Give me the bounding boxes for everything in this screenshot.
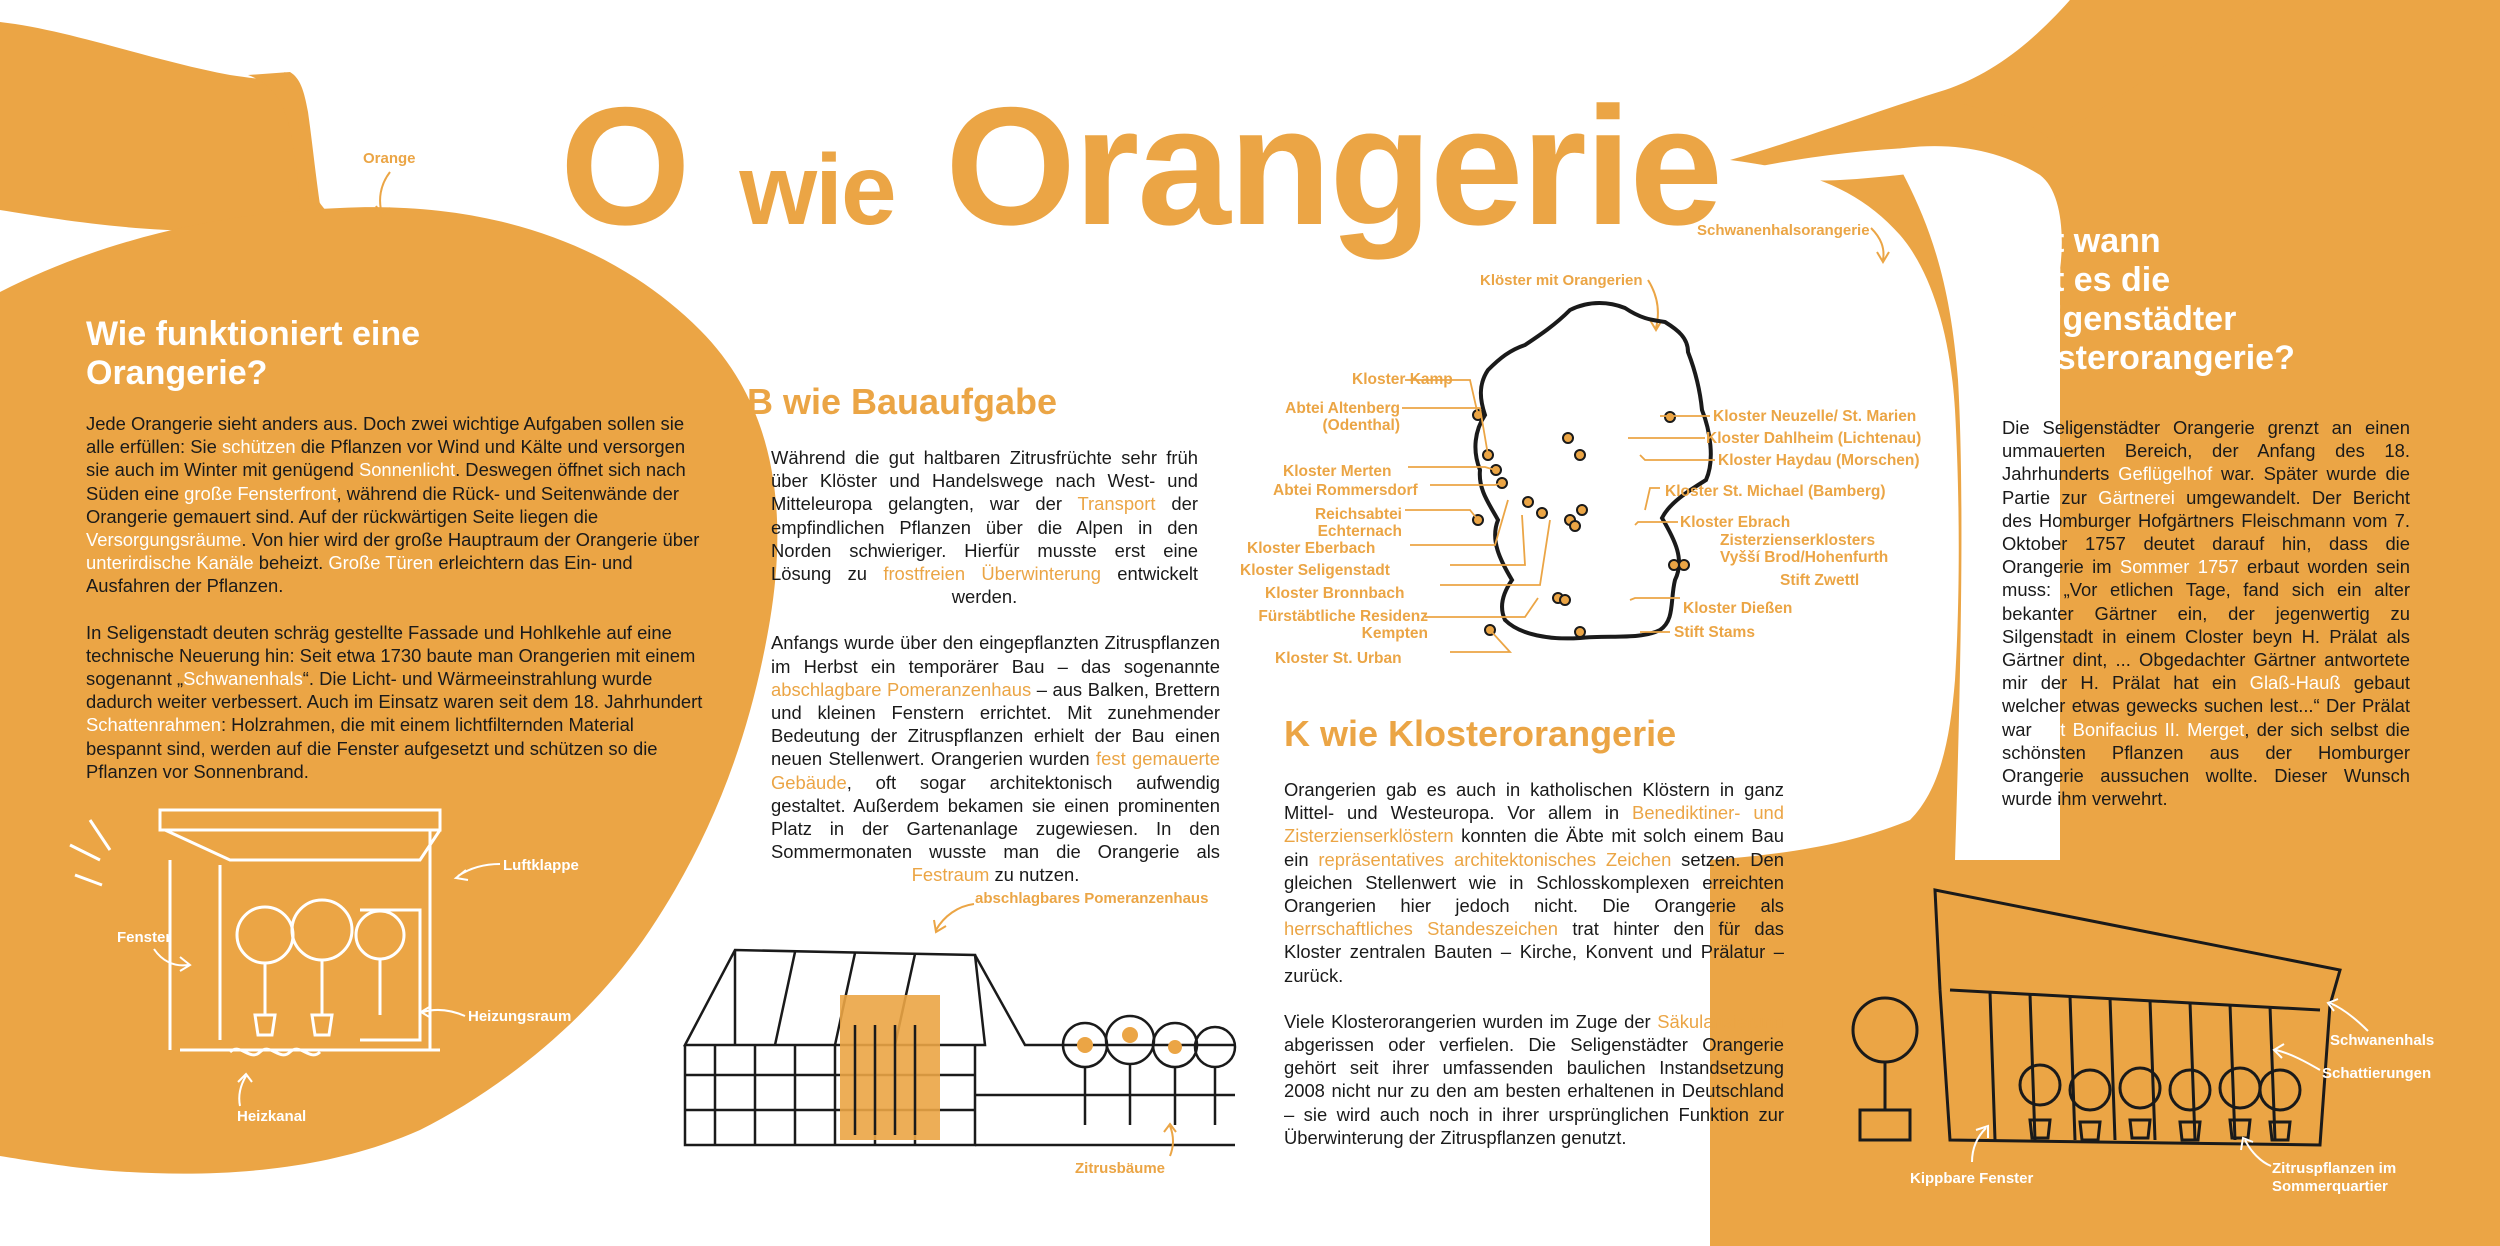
map-label-zwettl: Stift Zwettl — [1780, 572, 1860, 589]
heizungsraum-label: Heizungsraum — [468, 1008, 572, 1025]
text-run: abgerissen oder verfielen. Die Seligenstädter Orangerie gehört seit ihrer umfassenden baulichen Instandsetzung 2008 nicht nur zu den am besten erhaltenen in Deutschland – sie wird auch noch in ihrer ursprünglichen Funktion zur Überwinterung der Zitruspflanzen genutzt. — [1284, 1034, 1784, 1148]
highlighted-term: Sommer 1757 — [2119, 556, 2239, 578]
text-run: , oft sogar architektonisch aufwendig gestaltet. Außerdem bekamen sie einen prominenten Platz in der Gartenanlage zugewiesen. In den Sommermonaten wusste man die Orangerie als — [771, 771, 1220, 863]
luftklappe-label: Luftklappe — [503, 857, 579, 874]
highlighted-term: große Fensterfront — [184, 482, 337, 504]
zitruspflanzen-label: Zitruspflanzen im Sommerquartier — [2272, 1160, 2397, 1195]
text-run: erleichtern das Ein- und Ausfahren der Pflanzen. — [86, 552, 633, 597]
text-run: trat hinter den für das Kloster zentralen Bauten – Kirche, Konvent und Prälatur – zurück. — [1284, 918, 1785, 986]
right-paragraph-1 — [2002, 416, 2410, 810]
text-run: Während die gut haltbaren Zitrusfrüchte sehr früh über Klöster und Handelswege nach West- und Mitteleuropa gelangten, war der — [771, 447, 1198, 515]
left-text — [86, 412, 708, 783]
highlighted-term: abschlagbare Pomeranzenhaus — [771, 678, 1032, 700]
map-label-urban: Kloster St. Urban — [1275, 650, 1402, 667]
bauaufgabe-heading: B wie Bauaufgabe — [747, 381, 1058, 422]
text-run: . Deswegen öffnet sich nach Süden eine — [86, 459, 686, 504]
map-label-echternach: Reichsabtei Echternach — [1314, 506, 1402, 540]
klosterorangerie-section — [1284, 714, 1784, 1172]
highlighted-term: repräsentatives architektonisches Zeichen — [1318, 848, 1672, 870]
map-label-neuzelle: Kloster Neuzelle/ St. Marien — [1713, 408, 1917, 425]
text-run: setzen. Den gleichen Stellenwert wie in Schlosskomplexen erreichten Orangerien hier jedoch nicht. Die Orangerie als — [1284, 848, 1785, 917]
luftklappe-arrow-icon — [450, 858, 505, 884]
text-run: umgewandelt. Der Bericht des Homburger Hofgärtners Fleischmann vom 7. Oktober 1757 deutet darauf hin, dass die Orangerie im — [2002, 486, 2411, 578]
map-label-altenberg: Abtei Altenberg (Odenthal) — [1285, 400, 1400, 434]
zitrusbaeume-arrow-icon — [1160, 1120, 1190, 1160]
fenster-arrow-icon — [150, 945, 195, 975]
text-run: der empfindlichen Pflanzen über die Alpen in den Norden schwieriger. Hierfür musste erst eine Lösung zu — [771, 493, 1198, 585]
title-wie: wie — [739, 134, 895, 246]
seligenstadt-orangery-illustration — [1840, 870, 2360, 1170]
heizkanal-label: Heizkanal — [237, 1108, 307, 1125]
klosterorangerie-paragraph-1 — [1284, 778, 1784, 987]
bauaufgabe-paragraph-1 — [747, 446, 1222, 608]
highlighted-term: unterirdische Kanäle — [86, 552, 254, 574]
left-paragraph-1 — [86, 412, 708, 598]
klosterorangerie-heading: K wie Klosterorangerie — [1284, 713, 1677, 754]
text-run: Orangerien gab es auch in katholischen Klöstern in ganz Mittel- und Westeuropa. Vor allem in — [1284, 779, 1784, 824]
map-label-michael: Kloster St. Michael (Bamberg) — [1665, 483, 1886, 500]
map-label-haydau: Kloster Haydau (Morschen) — [1718, 452, 1920, 469]
highlighted-term: Große Türen — [328, 552, 434, 574]
highlighted-term: Säkularisierung — [1657, 1010, 1784, 1032]
title-letter: O — [560, 72, 689, 260]
highlighted-term: Glaß-Hauß — [2249, 672, 2341, 694]
text-run: , der sich selbst die schönsten Pflanzen aus der Homburger Orangerie aussuchen wollte. Dieser Wunsch wurde ihm verwehrt. — [2002, 718, 2410, 810]
text-run: Die Seligenstädter Orangerie grenzt an einen ummauerten Bereich, der Anfang des 18. Jahrhunderts — [2002, 417, 2410, 485]
schwanenhals-arrow-icon — [1865, 224, 1895, 264]
kippbare-fenster-arrow-icon — [1962, 1120, 2002, 1165]
text-run: “. Die Licht- und Wärmeeinstrahlung wurde dadurch weiter verbessert. Auch im Einsatz waren seit dem 18. Jahrhundert — [86, 668, 703, 713]
text-run: In Seligenstadt deuten schräg gestellte Fassade und Hohlkehle auf eine technische Neuerung hin: Seit etwa 1730 baute man Orangerien mit einem sogenannt „ — [86, 621, 696, 690]
map-label-eberbach: Kloster Eberbach — [1247, 540, 1376, 557]
map-label-dahlheim: Kloster Dahlheim (Lichtenau) — [1706, 430, 1922, 447]
highlighted-term: Festraum — [911, 864, 990, 886]
highlighted-term: Geflügelhof — [2118, 463, 2213, 485]
text-run: Jede Orangerie sieht anders aus. Doch zwei wichtige Aufgaben sollen sie alle erfüllen: Sie — [86, 413, 685, 458]
klosterorangerie-text — [1284, 778, 1784, 1149]
right-heading: Seit wann gibt es die Seligenstädter Klosterorangerie? — [2002, 222, 2295, 377]
map-label-stams: Stift Stams — [1674, 624, 1755, 641]
text-run: Viele Klosterorangerien wurden im Zuge der — [1284, 1010, 1658, 1032]
highlighted-term: Schattenrahmen — [86, 714, 221, 736]
title-word: Orangerie — [945, 72, 1721, 260]
zitruspflanzen-arrow-icon — [2235, 1130, 2275, 1170]
map-label-ebrach: Kloster Ebrach — [1680, 514, 1791, 531]
orangery-cross-section-illustration — [60, 790, 580, 1120]
text-run: entwickelt werden. — [951, 563, 1199, 608]
bauaufgabe-paragraph-2 — [747, 631, 1222, 886]
pomeranzenhaus-label: abschlagbares Pomeranzenhaus — [975, 890, 1209, 907]
text-run: . Von hier wird der große Hauptraum der Orangerie über — [241, 529, 700, 551]
text-run: : Holzrahmen, die mit einem lichtfilternden Material bespannt sind, werden auf die Fenster aufgesetzt und schützen so die Pflanzen vor Sonnenbrand. — [86, 714, 658, 782]
highlighted-term: Benediktiner- und Zisterzienserklöstern — [1284, 802, 1785, 847]
highlighted-term: Transport — [1077, 493, 1156, 515]
left-section — [86, 315, 708, 806]
left-heading: Wie funktioniert eine Orangerie? — [86, 315, 421, 392]
map-label-merten: Kloster Merten — [1283, 463, 1392, 480]
schwanenhals-pointer-icon — [2322, 995, 2372, 1035]
fenster-label: Fenster — [117, 929, 172, 946]
highlighted-term: Gärtnerei — [2098, 486, 2175, 508]
map-label-seligenstadt: Kloster Seligenstadt — [1240, 562, 1390, 579]
highlighted-term: Versorgungsräume — [86, 529, 242, 551]
text-run: Anfangs wurde über den eingepflanzten Zitruspflanzen im Herbst ein temporärer Bau – das sogenannte — [771, 632, 1220, 677]
text-run: erbaut worden sein muss: „Vor etlichen Tage, fand sich ein alter bekanter Gärtner ein, der jegenwertig zu Silgenstadt in einem Closter beyn H. Prälat als Gärtner dint, ... Obgedachter Gärtner antwortete mir der H. Prälat hat ein — [2002, 556, 2410, 694]
bauaufgabe-text — [747, 446, 1222, 887]
highlighted-term: herrschaftliches Standeszeichen — [1284, 918, 1558, 940]
map-label-vyssi: Zisterzienserklosters Vyšší Brod/Hohenfurth — [1720, 532, 1889, 566]
text-run: – aus Balken, Brettern und kleinen Fenstern errichtet. Mit zunehmender Bedeutung der Zitruspflanzen erhielt der Bau einen neuen Stellenwert. Orangerien wurden — [771, 678, 1221, 770]
highlighted-term: schützen — [221, 436, 296, 458]
zitrusbaeume-label: Zitrusbäume — [1075, 1160, 1166, 1177]
klosterorangerie-paragraph-2 — [1284, 1010, 1784, 1149]
kippbare-fenster-label: Kippbare Fenster — [1910, 1170, 2034, 1187]
schwanenhalsorangerie-label: Schwanenhalsorangerie — [1697, 222, 1870, 239]
map-label-kamp: Kloster Kamp — [1352, 371, 1453, 388]
schwanenhals-label: Schwanenhals — [2330, 1032, 2435, 1049]
right-section — [2002, 222, 2412, 833]
text-run: konnten die Äbte mit solch einem Bau ein — [1284, 825, 1784, 870]
map-label-rommersdorf: Abtei Rommersdorf — [1273, 482, 1418, 499]
pomeranzenhaus-arrow-icon — [928, 898, 978, 938]
text-run: , während die Rück- und Seitenwände der Orangerie gemauert sind. Auf der rückwärtigen Seite liegen die — [86, 482, 679, 527]
highlighted-term: frostfreien Überwinterung — [883, 563, 1101, 585]
orange-arrow-icon — [370, 170, 400, 220]
map-label-bronnbach: Kloster Bronnbach — [1265, 585, 1405, 602]
heizkanal-arrow-icon — [230, 1070, 260, 1110]
map-label-diessen: Kloster Dießen — [1683, 600, 1793, 617]
orange-label: Orange — [363, 150, 416, 167]
schattierungen-label: Schattierungen — [2322, 1065, 2432, 1082]
text-run: die Pflanzen vor Wind und Kälte und versorgen sie auch im Winter mit genügend — [86, 436, 686, 481]
heizungsraum-arrow-icon — [415, 1000, 470, 1025]
right-text — [2002, 416, 2410, 810]
left-paragraph-2 — [86, 621, 708, 783]
kloester-mit-orangerien-label: Klöster mit Orangerien — [1480, 272, 1643, 289]
highlighted-term: fest gemauerte Gebäude — [771, 748, 1220, 793]
highlighted-term: Abt Bonifacius II. Merget — [2037, 718, 2245, 740]
text-run: zu nutzen. — [989, 864, 1080, 886]
highlighted-term: Sonnenlicht — [358, 459, 456, 481]
text-run: war. Später wurde die Partie zur — [2002, 463, 2410, 508]
highlighted-term: Schwanenhals — [183, 668, 303, 690]
bauaufgabe-section — [747, 382, 1222, 910]
text-run: beheizt. — [253, 552, 329, 574]
page-title — [560, 72, 1721, 260]
map-leader-lines — [1240, 370, 1780, 670]
schattierungen-arrow-icon — [2268, 1040, 2323, 1075]
map-label-kempten: Fürstäbtliche Residenz Kempten — [1258, 608, 1428, 642]
orange-leaf-shape — [0, 22, 330, 231]
text-run: gebaut welcher etwas gewecks suchen lest...“ Der Prälat war — [2002, 672, 2411, 740]
